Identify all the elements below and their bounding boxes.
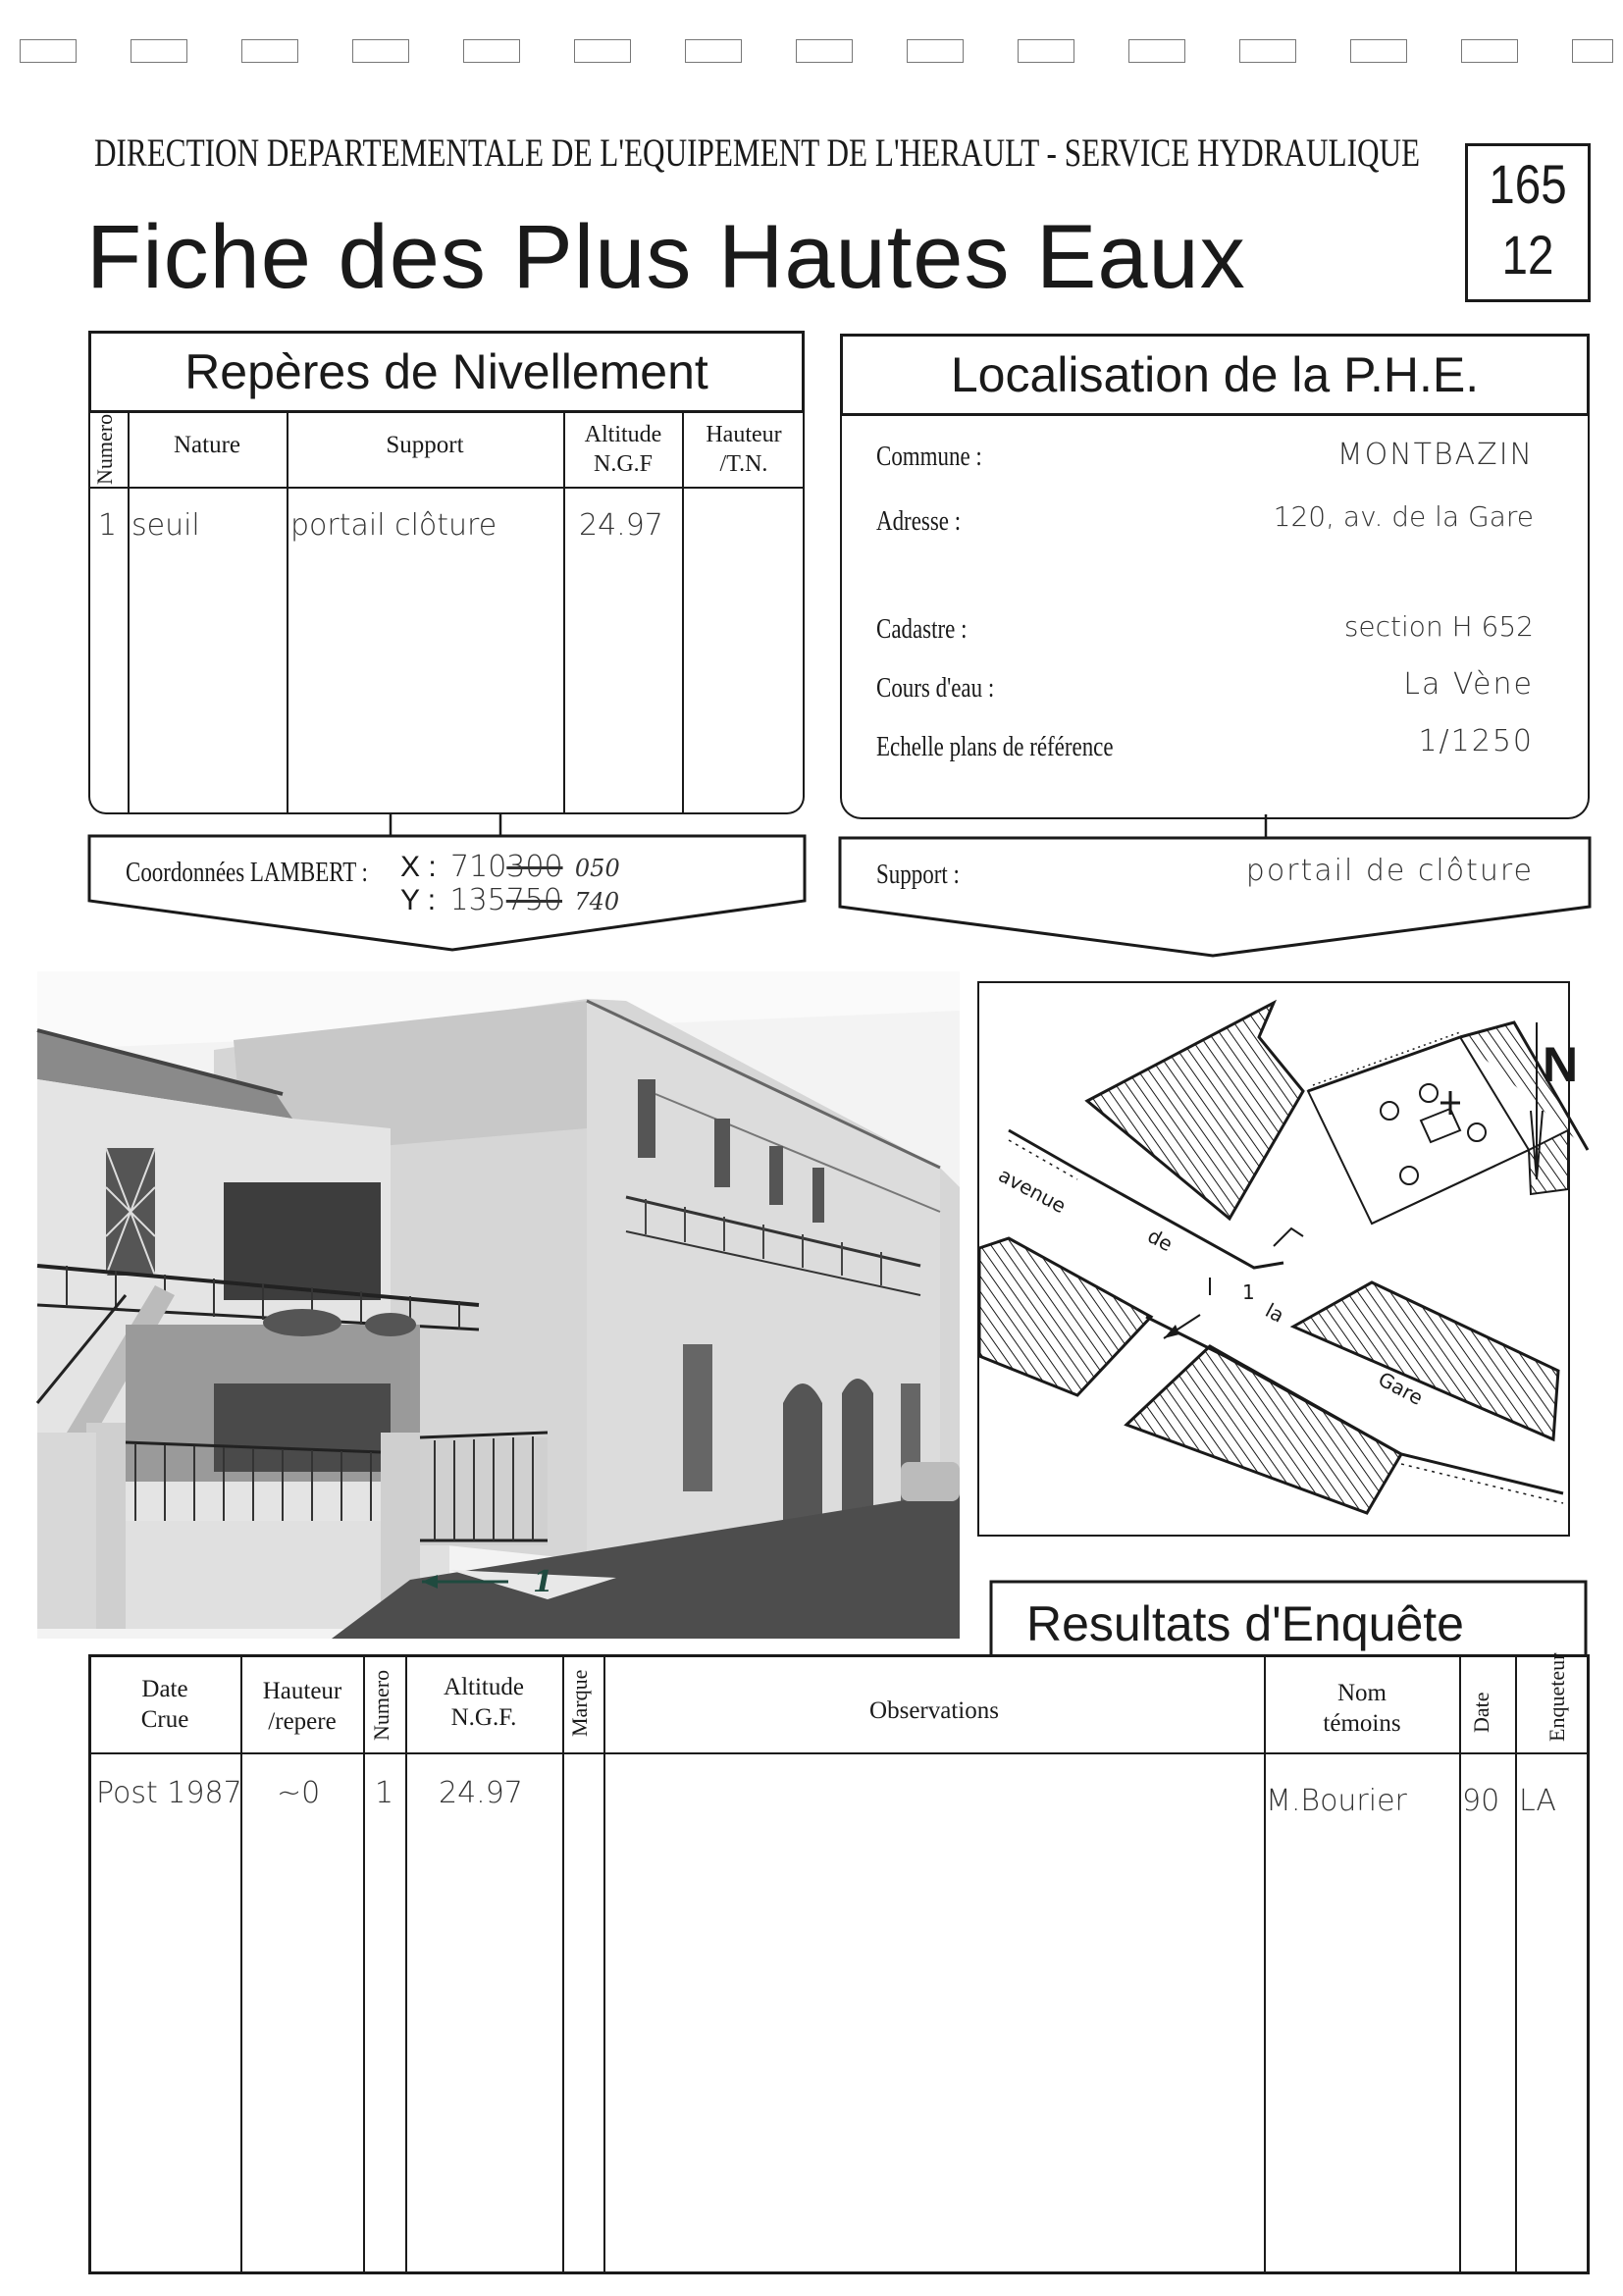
cadastre-label: Cadastre : xyxy=(876,614,968,645)
resultats-row-numero: 1 xyxy=(375,1776,394,1810)
lambert-y-label: Y : xyxy=(400,884,437,916)
cours-value: La Vène xyxy=(1403,667,1534,702)
resultats-row-nom: M.Bourier xyxy=(1266,1784,1407,1818)
reperes-col-hauteur-line2: /T.N. xyxy=(719,451,768,477)
lambert-x-prefix: 710 xyxy=(450,850,507,884)
reperes-title-box xyxy=(88,331,805,413)
resultats-col-rule xyxy=(1459,1654,1461,2274)
resultats-col-rule xyxy=(363,1654,365,2274)
lambert-x-struck: 300 xyxy=(506,850,563,884)
street-label-avenue: avenue xyxy=(994,1163,1071,1219)
resultats-col-altitude-line1: Altitude xyxy=(444,1674,524,1700)
lambert-x-label: X : xyxy=(400,851,437,883)
reperes-row-nature: seuil xyxy=(131,508,200,543)
resultats-col-nom xyxy=(1266,1678,1458,1740)
street-label-gare: Gare xyxy=(1374,1367,1428,1410)
lambert-y xyxy=(400,883,619,917)
echelle-value: 1/1250 xyxy=(1418,724,1534,758)
photo-marker-label: 1 xyxy=(533,1565,553,1599)
punch-hole xyxy=(1128,39,1185,63)
north-label: N xyxy=(1542,1037,1579,1092)
resultats-table xyxy=(88,1654,1590,2274)
reperes-row-altitude: 24.97 xyxy=(579,508,663,543)
resultats-col-nom-line2: témoins xyxy=(1323,1710,1401,1738)
lambert-y-prefix: 135 xyxy=(449,883,506,917)
resultats-col-observations: Observations xyxy=(869,1697,999,1724)
reperes-col-hauteur-line1: Hauteur xyxy=(706,422,782,447)
commune-label: Commune : xyxy=(876,442,982,472)
resultats-col-hauteur-line2: /repere xyxy=(268,1708,337,1736)
resultats-col-date: Date xyxy=(1469,1692,1493,1733)
agency-header: DIRECTION DEPARTEMENTALE DE L'EQUIPEMENT DE L'HERAULT - SERVICE HYDRAULIQUE xyxy=(94,130,1421,175)
reperes-col-altitude-line2: N.G.F xyxy=(593,451,653,477)
resultats-col-enqueteur: Enqueteur xyxy=(1544,1652,1569,1743)
reperes-col-support: Support xyxy=(386,432,464,458)
resultats-col-numero: Numero xyxy=(369,1669,393,1742)
reperes-title: Repères de Nivellement xyxy=(184,344,708,399)
resultats-col-rule xyxy=(603,1654,605,2274)
punch-hole xyxy=(1461,39,1518,63)
resultats-header-rule xyxy=(88,1752,1590,1754)
commune-value: MONTBAZIN xyxy=(1336,438,1534,472)
reperes-col-altitude xyxy=(565,420,681,479)
localisation-title-box xyxy=(840,334,1590,416)
reperes-col-altitude-line1: Altitude xyxy=(584,422,662,447)
reperes-row-numero: 1 xyxy=(98,508,118,543)
reperes-col-numero: Numero xyxy=(92,413,117,486)
punch-hole xyxy=(463,39,520,63)
reperes-col-nature: Nature xyxy=(173,432,241,458)
punch-hole xyxy=(352,39,409,63)
plan-marker-label: 1 xyxy=(1242,1280,1255,1304)
resultats-col-rule xyxy=(1515,1654,1517,2274)
resultats-col-date-crue-line1: Date xyxy=(141,1676,188,1702)
street-label-la: la xyxy=(1261,1298,1288,1328)
punch-hole xyxy=(1350,39,1407,63)
punch-hole xyxy=(574,39,631,63)
reference-box xyxy=(1465,143,1591,302)
resultats-col-rule xyxy=(1264,1654,1266,2274)
support-label: Support : xyxy=(876,860,960,890)
lambert-y-struck: 750 xyxy=(505,883,563,917)
resultats-title: Resultats d'Enquête xyxy=(1026,1596,1464,1651)
punch-hole xyxy=(796,39,853,63)
resultats-col-hauteur-line1: Hauteur xyxy=(262,1678,342,1704)
reperes-col-rule xyxy=(128,410,130,814)
cours-label: Cours d'eau : xyxy=(876,673,995,704)
resultats-row-altitude: 24.97 xyxy=(439,1776,523,1810)
punch-hole xyxy=(1018,39,1074,63)
localisation-title: Localisation de la P.H.E. xyxy=(950,347,1480,402)
punch-hole xyxy=(685,39,742,63)
resultats-col-rule xyxy=(240,1654,242,2274)
resultats-row-enqueteur: LA xyxy=(1519,1784,1556,1818)
reference-sheet: 12 xyxy=(1501,224,1554,286)
lambert-x xyxy=(400,850,620,884)
resultats-col-marque: Marque xyxy=(567,1669,592,1738)
reperes-header-rule xyxy=(88,487,805,489)
punch-hole xyxy=(20,39,77,63)
support-value: portail de clôture xyxy=(1245,854,1534,888)
punch-hole xyxy=(131,39,187,63)
lambert-label: Coordonnées LAMBERT : xyxy=(126,858,368,888)
location-plan xyxy=(979,983,1579,1535)
resultats-col-nom-line1: Nom xyxy=(1337,1680,1387,1706)
building-photo xyxy=(37,971,960,1639)
reperes-col-hauteur xyxy=(684,420,804,479)
resultats-row-hauteur: ~0 xyxy=(277,1776,321,1810)
resultats-row-date: 90 xyxy=(1462,1784,1500,1818)
resultats-col-altitude xyxy=(407,1672,560,1734)
punch-hole xyxy=(1239,39,1296,63)
resultats-col-altitude-line2: N.G.F. xyxy=(450,1704,517,1732)
resultats-col-date-crue-line2: Crue xyxy=(140,1706,189,1734)
resultats-col-date-crue xyxy=(90,1674,239,1736)
reperes-row-support: portail clôture xyxy=(290,508,497,543)
adresse-value: 120, av. de la Gare xyxy=(1273,500,1534,533)
punch-hole xyxy=(241,39,298,63)
punch-hole xyxy=(907,39,964,63)
punch-hole xyxy=(1572,39,1613,63)
resultats-col-hauteur xyxy=(242,1676,362,1738)
echelle-label: Echelle plans de référence xyxy=(876,732,1114,762)
reference-number: 165 xyxy=(1489,153,1567,215)
page-title: Fiche des Plus Hautes Eaux xyxy=(86,207,1246,307)
street-label-de: de xyxy=(1143,1224,1177,1257)
adresse-label: Adresse : xyxy=(876,506,962,537)
resultats-col-rule xyxy=(405,1654,407,2274)
lambert-y-correction: 740 xyxy=(574,888,620,915)
reperes-col-rule xyxy=(287,410,288,814)
resultats-col-rule xyxy=(562,1654,564,2274)
lambert-x-correction: 050 xyxy=(574,855,620,882)
resultats-row-date-crue: Post 1987 xyxy=(96,1776,242,1810)
cadastre-value: section H 652 xyxy=(1343,610,1534,643)
